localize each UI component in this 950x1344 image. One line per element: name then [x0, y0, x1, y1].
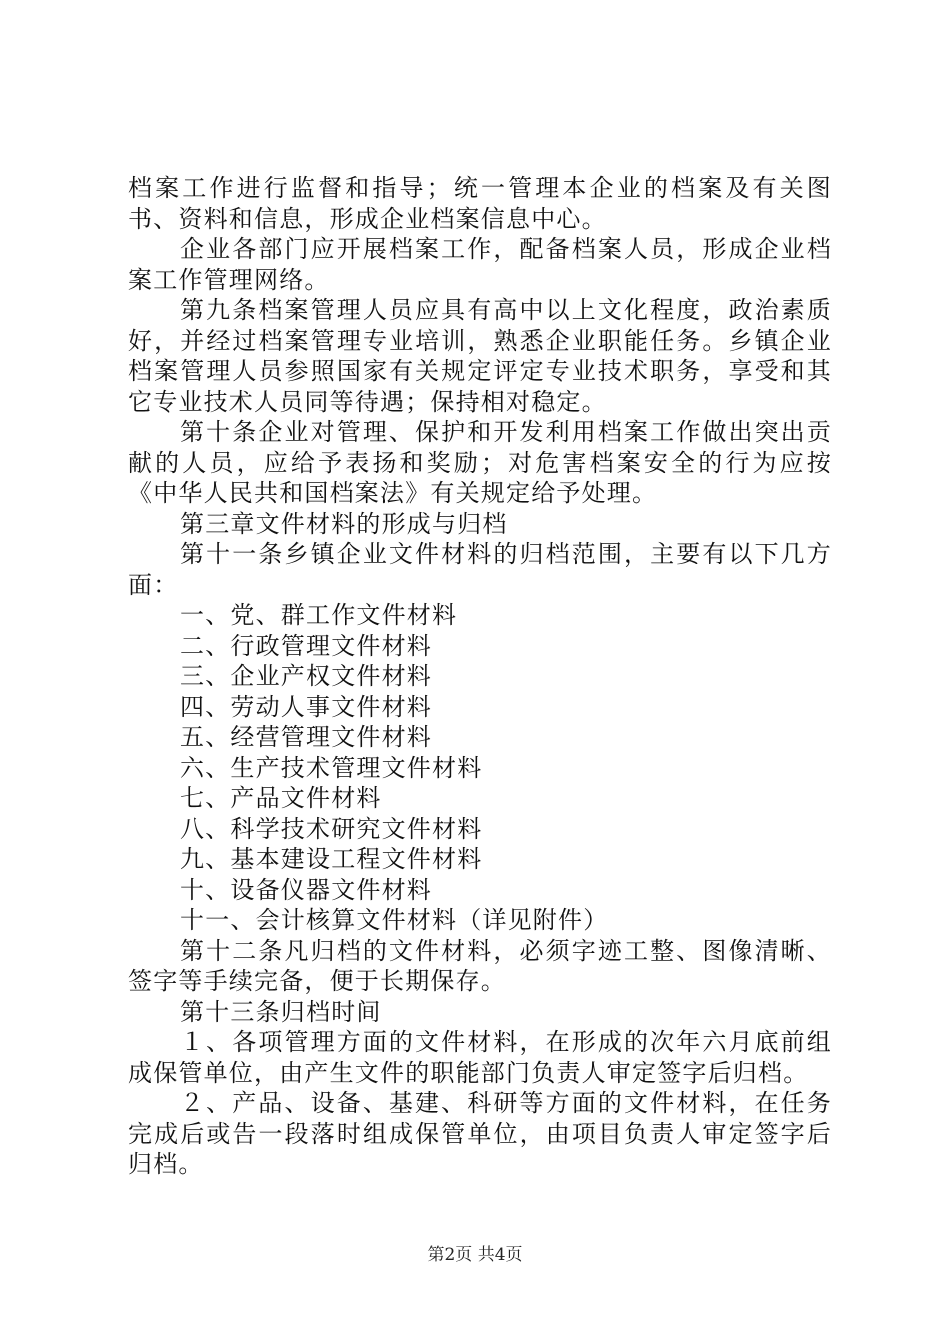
paragraph-department-archives: 企业各部门应开展档案工作，配备档案人员，形成企业档案工作管理网络。 — [128, 235, 832, 294]
list-item: 八、科学技术研究文件材料 — [180, 814, 483, 843]
list-item: 二、行政管理文件材料 — [180, 631, 432, 660]
page-footer — [0, 1240, 950, 1265]
article-9: 第九条档案管理人员应具有高中以上文化程度，政治素质好，并经过档案管理专业培训，熟悉企业职能任务。乡镇企业档案管理人员参照国家有关规定评定专业技术职务，享受和其它专业技术人员同等待遇；保持相对稳定。 — [128, 296, 832, 416]
article-13-item-2: ２、产品、设备、基建、科研等方面的文件材料，在任务完成后或告一段落时组成保管单位，由项目负责人审定签字后归档。 — [128, 1089, 832, 1178]
chapter-3-heading: 第三章文件材料的形成与归档 — [180, 509, 508, 538]
list-item: 五、经营管理文件材料 — [180, 723, 432, 751]
list-item: 三、企业产权文件材料 — [180, 662, 432, 690]
paragraph-archive-supervision: 档案工作进行监督和指导；统一管理本企业的档案及有关图书、资料和信息，形成企业档案信息中心。 — [128, 174, 832, 233]
article-11: 第十一条乡镇企业文件材料的归档范围，主要有以下几方面： — [128, 540, 832, 599]
list-item: 六、生产技术管理文件材料 — [180, 753, 483, 782]
list-item: 四、劳动人事文件材料 — [180, 692, 432, 721]
list-item: 十一、会计核算文件材料（详见附件） — [180, 906, 609, 934]
list-item: 七、产品文件材料 — [180, 784, 382, 812]
article-10: 第十条企业对管理、保护和开发利用档案工作做出突出贡献的人员，应给予表扬和奖励；对危害档案安全的行为应按《中华人民共和国档案法》有关规定给予处理。 — [128, 418, 832, 507]
article-13-item-1: １、各项管理方面的文件材料，在形成的次年六月底前组成保管单位，由产生文件的职能部门负责人审定签字后归档。 — [128, 1028, 832, 1087]
document-body — [128, 173, 832, 1180]
list-item: 十、设备仪器文件材料 — [180, 875, 432, 904]
article-12: 第十二条凡归档的文件材料，必须字迹工整、图像清晰、签字等手续完备，便于长期保存。 — [128, 936, 832, 995]
page-number-label: 第2页 共4页 — [427, 1245, 523, 1265]
list-item: 一、党、群工作文件材料 — [180, 601, 458, 629]
list-item: 九、基本建设工程文件材料 — [180, 845, 483, 873]
article-13: 第十三条归档时间 — [180, 997, 382, 1026]
